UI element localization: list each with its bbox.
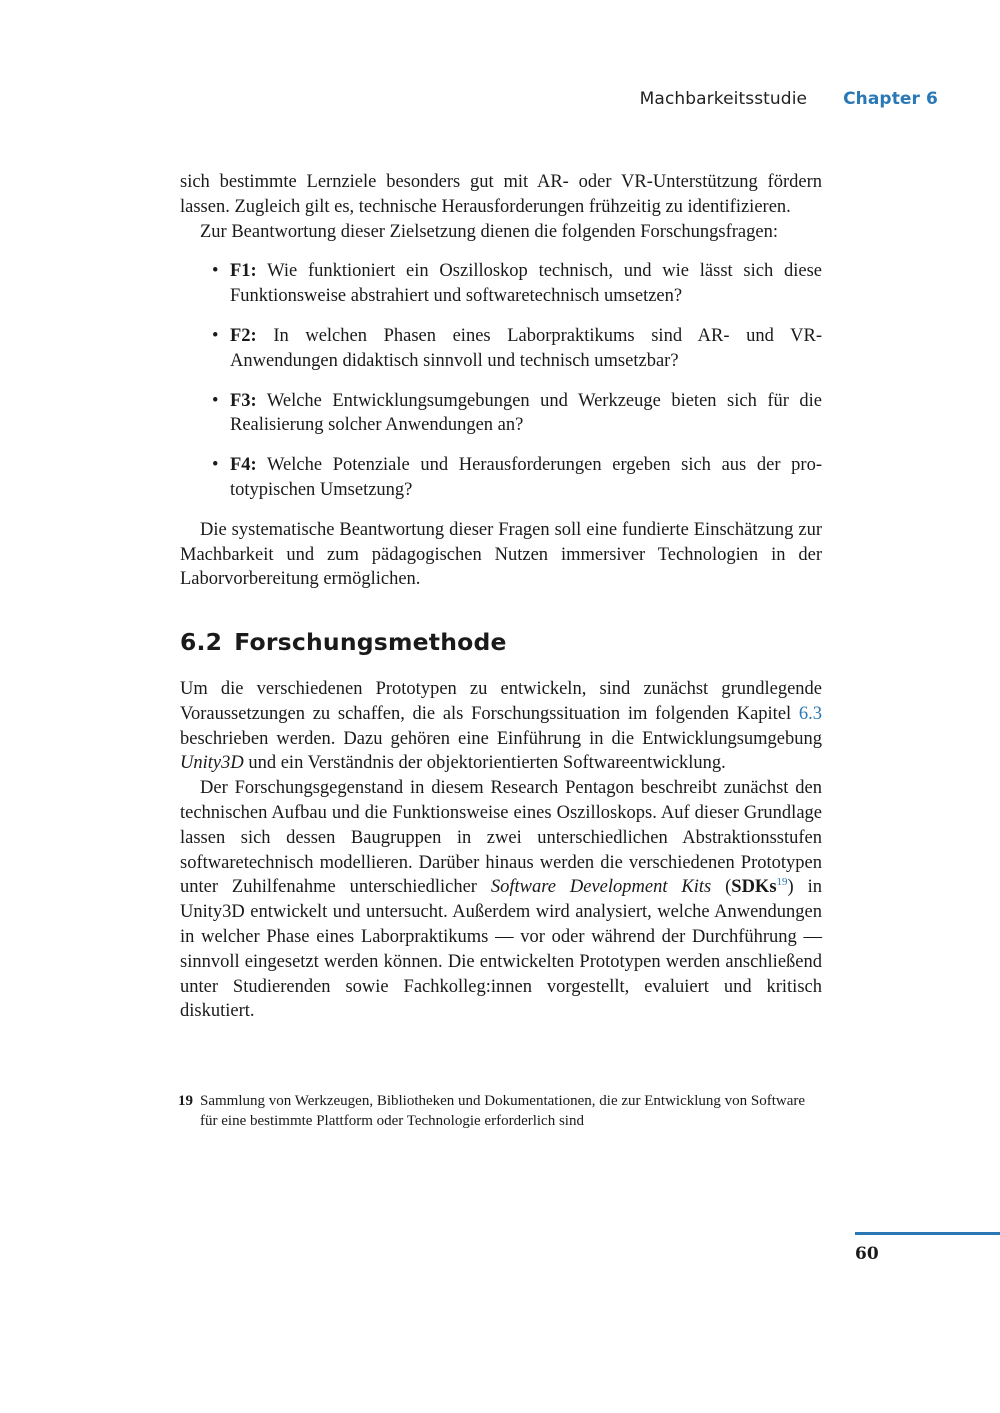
question-label: F4:: [230, 455, 257, 476]
method-paragraph-2: [180, 776, 822, 1024]
bullet-icon: •: [212, 455, 219, 476]
text-run: Der Forschungsgegenstand in diesem Research Pentagon beschreibt zunächst den technischen Aufbau und die Funktionsweise eines Oszilloskops. Auf dieser Grundlage lassen sich dessen Baugruppen in zwei unterschiedlichen Abstraktionsstufen softwaretechnisch modellieren. Darüber hinaus werden die verschiedenen Prototypen unter Zuhilfenahme unterschiedlicher: [180, 778, 822, 898]
question-label: F1:: [230, 261, 257, 282]
main-body: [180, 170, 822, 1024]
abbreviation: SDKs: [731, 877, 777, 898]
section-title: Forschungsmethode: [234, 628, 507, 657]
method-paragraph-1: [180, 677, 822, 776]
text-run: ) in Unity3D entwickelt und untersucht. Außerdem wird analysiert, welche Anwendungen in welcher Phase eines Laborpraktikums — vor oder während der Durchführung — sinnvoll eingesetzt werden können. Die entwickelten Prototypen werden anschließend unter Studierenden sowie Fachkolleg:innen vorgestellt, evaluiert und kritisch diskutiert.: [180, 877, 822, 1022]
question-text: Wie funktioniert ein Oszilloskop technisch, und wie lässt sich diese Funktionsweise abstrahiert und softwaretechnisch umsetzen?: [230, 261, 822, 307]
list-item: [212, 453, 822, 503]
list-item: [212, 324, 822, 374]
running-header: [0, 89, 938, 109]
research-questions-lead: Zur Beantwortung dieser Zielsetzung dienen die folgenden Forschungsfragen:: [200, 221, 778, 242]
list-item: [212, 389, 822, 439]
page-number-rule: [855, 1232, 1000, 1235]
question-label: F2:: [230, 325, 257, 346]
italic-term: Unity3D: [180, 753, 244, 774]
section-reference-link[interactable]: 6.3: [798, 703, 822, 724]
footnote: [178, 1091, 822, 1131]
conclusion-paragraph: Die systematische Beantwortung dieser Fragen soll eine fundierte Einschätzung zur Machbarkeit und zum pädagogischen Nutzen immersiver Technologien in der Laborvorbereitung ermöglichen.: [180, 519, 822, 590]
page-number: 60: [855, 1244, 879, 1264]
section-heading: [180, 630, 822, 655]
bullet-icon: •: [212, 325, 219, 346]
bullet-icon: •: [212, 261, 219, 282]
footnote-number: 19: [178, 1093, 193, 1109]
text-run: beschrieben werden. Dazu gehören eine Einführung in die Entwicklungsumgebung: [180, 728, 822, 749]
question-text: Welche Potenziale und Herausforderungen ergeben sich aus der prototypischen Umsetzung?: [230, 455, 822, 500]
header-chapter-label: Chapter 6: [843, 89, 938, 109]
question-text: In welchen Phasen eines Laborpraktikums sind AR- und VR-Anwendungen didaktisch sinnvoll und technisch umsetzbar?: [230, 325, 822, 371]
text-run: (: [711, 877, 732, 898]
research-questions-list: [180, 259, 822, 502]
question-label: F3:: [230, 390, 257, 411]
intro-paragraph: sich bestimmte Lernziele besonders gut mit AR- oder VR-Unterstützung fördern lassen. Zugleich gilt es, technische Herausforderungen frühzeitig zu identifizieren.: [180, 172, 822, 217]
footnote-reference-link[interactable]: 19: [776, 876, 788, 889]
header-section-title: Machbarkeitsstudie: [639, 89, 808, 109]
text-run: und ein Verständnis der objektorientierten Softwareentwicklung.: [243, 753, 726, 774]
text-run: Um die verschiedenen Prototypen zu entwickeln, sind zunächst grundlegende Voraussetzungen zu schaffen, die als Forschungssituation im folgenden Kapitel: [180, 678, 822, 724]
question-text: Welche Entwicklungsumgebungen und Werkzeuge bieten sich für die Realisierung solcher Anwendungen an?: [230, 390, 822, 436]
list-item: [212, 259, 822, 309]
section-number: 6.2: [180, 628, 223, 657]
bullet-icon: •: [212, 390, 219, 411]
footnote-text: Sammlung von Werkzeugen, Bibliotheken und Dokumentationen, die zur Entwicklung von Software für eine bestimmte Plattform oder Technologie erforderlich sind: [200, 1093, 806, 1129]
italic-term: Software Development Kits: [490, 877, 712, 898]
